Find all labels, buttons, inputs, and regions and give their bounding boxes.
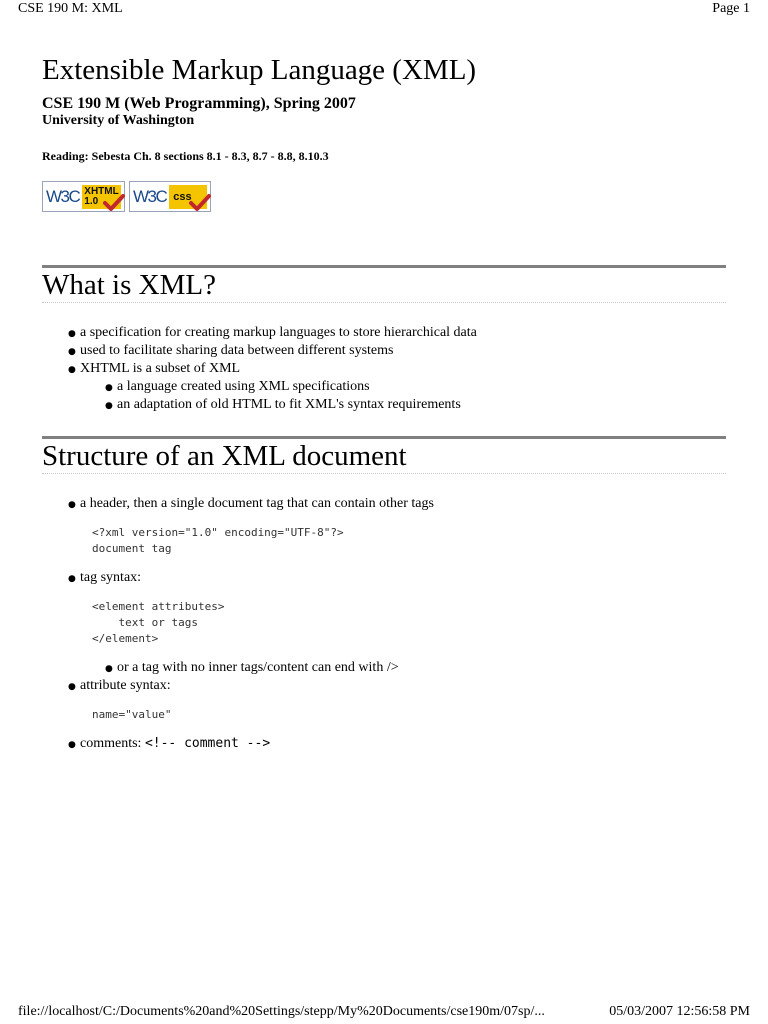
list-item-text: a header, then a single document tag that can contain other tags (80, 496, 434, 511)
print-footer (0, 1002, 768, 1024)
checkmark-icon (189, 194, 211, 212)
xhtml-label-top: XHTML (84, 185, 119, 197)
xhtml-label-bottom: 1.0 (84, 195, 99, 207)
list-item: ● or a tag with no inner tags/content can end with /> (105, 659, 726, 677)
code-line: </element> (92, 632, 159, 645)
w3c-logo-text: W3C (133, 186, 167, 206)
course-subtitle: CSE 190 M (Web Programming), Spring 2007 (42, 95, 356, 112)
document-content (42, 52, 726, 753)
list-item: ● a specification for creating markup languages to store hierarchical data (68, 324, 726, 342)
print-footer-timestamp: 05/03/2007 12:56:58 PM (609, 1004, 750, 1019)
css-label-text: css (173, 190, 192, 203)
code-line: document tag (92, 542, 172, 555)
code-block-tag-syntax (92, 599, 726, 647)
list-item: ● an adaptation of old HTML to fit XML's syntax requirements (105, 396, 726, 414)
print-header-title: CSE 190 M: XML (18, 1, 123, 16)
code-block-header (92, 525, 726, 557)
list-item (68, 677, 726, 723)
validation-badges (42, 181, 726, 215)
css-label (169, 185, 207, 209)
print-header (0, 0, 768, 20)
code-block-attribute-syntax (92, 707, 726, 723)
print-footer-url: file://localhost/C:/Documents%20and%20Settings/stepp/My%20Documents/cse190m/07sp/... (18, 1004, 545, 1019)
xhtml-label (82, 185, 120, 209)
organization-name: University of Washington (42, 113, 195, 128)
list-item-text: XHTML is a subset of XML (80, 361, 241, 376)
list-item (68, 569, 726, 677)
page-title: Extensible Markup Language (XML) (42, 54, 477, 86)
sub-bullet-list (105, 659, 726, 677)
print-header-page-number: Page 1 (712, 1, 750, 16)
section-title: What is XML? (42, 268, 726, 303)
bullet-list (68, 495, 726, 753)
list-item (68, 360, 726, 414)
bullet-list (68, 324, 726, 414)
inline-code-comment: <!-- comment --> (144, 736, 271, 751)
code-line: name="value" (92, 708, 172, 721)
sub-bullet-list (105, 378, 726, 414)
w3c-logo-text: W3C (46, 186, 80, 206)
code-line: <element attributes> (92, 600, 225, 613)
list-item-text: comments: (80, 736, 145, 751)
section-title: Structure of an XML document (42, 439, 726, 474)
list-item: ● a language created using XML specifications (105, 378, 726, 396)
w3c-css-badge[interactable] (129, 181, 211, 212)
code-line: <?xml version="1.0" encoding="UTF-8"?> (92, 526, 344, 539)
list-item (68, 735, 726, 753)
list-item (68, 495, 726, 557)
w3c-xhtml-badge[interactable] (42, 181, 125, 212)
list-item-text: attribute syntax: (80, 678, 171, 693)
code-line: text or tags (92, 616, 198, 629)
list-item-text: tag syntax: (80, 570, 142, 585)
section-what-is-xml (42, 265, 726, 414)
list-item: ● used to facilitate sharing data between different systems (68, 342, 726, 360)
section-structure (42, 436, 726, 753)
checkmark-icon (103, 194, 125, 212)
reading-assignment: Reading: Sebesta Ch. 8 sections 8.1 - 8.3, 8.7 - 8.8, 8.10.3 (42, 149, 329, 163)
